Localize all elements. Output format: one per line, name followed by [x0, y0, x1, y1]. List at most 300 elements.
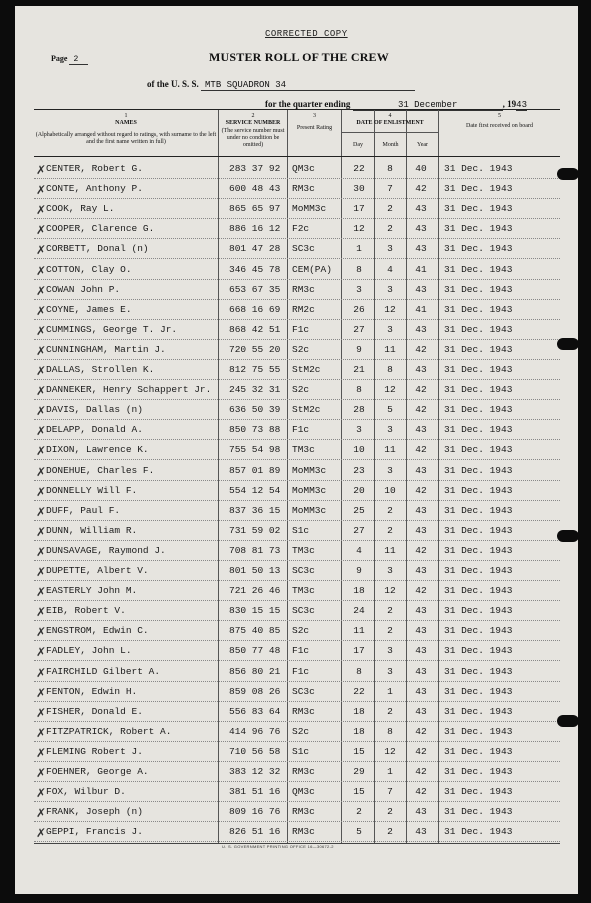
year-cell: 43: [415, 565, 427, 576]
service-number-cell: 850 73 88: [229, 424, 281, 436]
check-mark-icon: ✗: [36, 464, 47, 479]
received-cell: 31 Dec. 1943: [444, 806, 513, 818]
received-cell: 31 Dec. 1943: [444, 826, 513, 838]
page-label: [51, 54, 88, 64]
page-number: 2: [69, 55, 88, 65]
name-cell: CUNNINGHAM, Martin J.: [46, 343, 166, 355]
name-cell: DIXON, Lawrence K.: [46, 444, 149, 456]
received-cell: 31 Dec. 1943: [444, 223, 513, 235]
received-cell: 31 Dec. 1943: [444, 444, 513, 456]
table-row: [34, 399, 560, 420]
day-cell: 21: [353, 364, 365, 375]
ship-name: MTB SQUADRON 34: [201, 80, 415, 91]
check-mark-icon: ✗: [36, 484, 47, 499]
table-row: [34, 480, 560, 501]
year-cell: 43: [415, 364, 427, 375]
name-cell: COYNE, James E.: [46, 303, 132, 315]
received-cell: 31 Dec. 1943: [444, 424, 513, 436]
binder-hole: [557, 715, 579, 727]
year-cell: 43: [415, 826, 427, 838]
service-note: (The service number must under no condition be omitted): [221, 128, 285, 148]
service-number-cell: 859 08 26: [229, 685, 281, 697]
month-cell: 12: [384, 745, 396, 757]
rating-cell: SC3c: [292, 565, 315, 576]
received-cell: 31 Dec. 1943: [444, 665, 513, 677]
service-number-cell: 710 56 58: [229, 745, 281, 757]
service-number-cell: 856 80 21: [229, 665, 281, 677]
rating-cell: SC3c: [292, 685, 315, 697]
rating-cell: RM3c: [292, 766, 315, 777]
table-row: [34, 661, 560, 682]
check-mark-icon: ✗: [36, 183, 47, 198]
enlistment-subheader-line: [341, 132, 438, 133]
year-cell: 42: [415, 183, 427, 195]
year-value: 43: [516, 100, 527, 110]
day-cell: 3: [356, 283, 362, 295]
year-cell: 42: [415, 766, 427, 777]
received-heading: Date first received on board: [466, 123, 533, 129]
day-cell: 1: [356, 243, 362, 255]
month-header: Month: [382, 142, 399, 148]
month-cell: 11: [384, 544, 396, 556]
rating-cell: F1c: [292, 424, 310, 436]
received-cell: 31 Dec. 1943: [444, 343, 513, 355]
received-cell: 31 Dec. 1943: [444, 243, 513, 255]
day-cell: 5: [356, 826, 362, 838]
rating-cell: TM3c: [292, 444, 315, 456]
received-cell: 31 Dec. 1943: [444, 203, 513, 215]
received-cell: 31 Dec. 1943: [444, 605, 513, 617]
service-number-cell: 886 16 12: [229, 223, 281, 235]
check-mark-icon: ✗: [36, 565, 47, 579]
day-cell: 20: [353, 484, 365, 496]
table-row: [34, 600, 560, 621]
check-mark-icon: ✗: [36, 504, 47, 519]
service-number-cell: 721 26 46: [229, 585, 281, 597]
month-cell: 5: [387, 404, 393, 416]
table-row: [34, 781, 560, 802]
name-cell: CENTER, Robert G.: [46, 163, 143, 174]
service-number-cell: 636 50 39: [229, 404, 281, 416]
year-cell: 43: [415, 524, 427, 536]
quarter-value: 31 December: [353, 100, 503, 111]
received-cell: 31 Dec. 1943: [444, 163, 513, 174]
name-cell: FENTON, Edwin H.: [46, 685, 138, 697]
table-row: [34, 178, 560, 199]
month-cell: 11: [384, 444, 396, 456]
check-mark-icon: ✗: [36, 544, 47, 559]
month-cell: 8: [387, 725, 393, 737]
rating-cell: F1c: [292, 645, 310, 657]
name-cell: DANNEKER, Henry Schappert Jr.: [46, 384, 212, 396]
name-cell: DUNN, William R.: [46, 524, 138, 536]
received-cell: 31 Dec. 1943: [444, 745, 513, 757]
received-cell: 31 Dec. 1943: [444, 524, 513, 536]
month-cell: 3: [387, 645, 393, 657]
year-cell: 43: [415, 625, 427, 637]
binder-hole: [557, 338, 579, 350]
month-cell: 2: [387, 504, 393, 516]
name-cell: FITZPATRICK, Robert A.: [46, 725, 172, 737]
rating-cell: MoMM3c: [292, 203, 327, 215]
name-cell: CORBETT, Donal (n): [46, 243, 149, 255]
rating-cell: SC3c: [292, 605, 315, 617]
month-cell: 3: [387, 565, 393, 576]
name-cell: COOPER, Clarence G.: [46, 223, 155, 235]
name-cell: FRANK, Joseph (n): [46, 806, 143, 818]
table-row: [34, 339, 560, 360]
year-cell: 42: [415, 384, 427, 396]
table-row: [34, 580, 560, 601]
day-cell: 12: [353, 223, 365, 235]
day-cell: 8: [356, 665, 362, 677]
rating-cell: MoMM3c: [292, 504, 327, 516]
day-cell: 22: [353, 163, 365, 174]
day-cell: 22: [353, 685, 365, 697]
service-number-cell: 554 12 54: [229, 484, 281, 496]
col-number: 4: [388, 113, 392, 119]
name-cell: FOX, Wilbur D.: [46, 786, 126, 798]
name-cell: DAVIS, Dallas (n): [46, 404, 143, 416]
check-mark-icon: ✗: [36, 605, 47, 620]
name-cell: EIB, Robert V.: [46, 605, 126, 617]
day-cell: 3: [356, 424, 362, 436]
service-header: [219, 113, 287, 149]
received-cell: 31 Dec. 1943: [444, 484, 513, 496]
day-header: Day: [353, 142, 363, 148]
year-cell: 43: [415, 685, 427, 697]
day-cell: 27: [353, 323, 365, 335]
table-row: [34, 701, 560, 722]
rating-cell: CEM(PA): [292, 263, 332, 275]
check-mark-icon: ✗: [36, 243, 47, 258]
check-mark-icon: ✗: [36, 364, 47, 378]
rating-cell: S2c: [292, 725, 310, 737]
name-cell: DUPETTE, Albert V.: [46, 565, 149, 576]
month-cell: 1: [387, 766, 393, 777]
rating-cell: TM3c: [292, 544, 315, 556]
service-number-cell: 708 81 73: [229, 544, 281, 556]
name-cell: DUNSAVAGE, Raymond J.: [46, 544, 166, 556]
check-mark-icon: ✗: [36, 625, 47, 640]
service-number-cell: 653 67 35: [229, 283, 281, 295]
table-row: [34, 460, 560, 481]
check-mark-icon: ✗: [36, 786, 47, 801]
check-mark-icon: ✗: [36, 645, 47, 660]
name-cell: DALLAS, Strollen K.: [46, 364, 155, 375]
month-cell: 3: [387, 464, 393, 476]
received-cell: 31 Dec. 1943: [444, 303, 513, 315]
table-row: [34, 681, 560, 702]
year-cell: 43: [415, 605, 427, 617]
received-cell: 31 Dec. 1943: [444, 685, 513, 697]
day-cell: 26: [353, 303, 365, 315]
day-cell: 25: [353, 504, 365, 516]
service-number-cell: 414 96 76: [229, 725, 281, 737]
received-cell: 31 Dec. 1943: [444, 786, 513, 798]
table-row: [34, 741, 560, 762]
rating-heading: Present Rating: [296, 125, 333, 131]
day-cell: 17: [353, 203, 365, 215]
name-cell: FADLEY, John L.: [46, 645, 132, 657]
printing-office-footer: U. S. GOVERNMENT PRINTING OFFICE 16—30672-2: [222, 844, 334, 849]
year-header: Year: [416, 142, 429, 148]
enlistment-heading: DATE OF ENLISTMENT: [356, 120, 424, 126]
year-cell: 41: [415, 303, 427, 315]
month-cell: 4: [387, 263, 393, 275]
table-row: [34, 379, 560, 400]
name-cell: DELAPP, Donald A.: [46, 424, 143, 436]
received-cell: 31 Dec. 1943: [444, 364, 513, 375]
name-cell: GEPPI, Francis J.: [46, 826, 143, 838]
year-cell: 43: [415, 283, 427, 295]
received-cell: 31 Dec. 1943: [444, 766, 513, 777]
month-cell: 3: [387, 283, 393, 295]
check-mark-icon: ✗: [36, 665, 47, 680]
col-number: 3: [313, 113, 316, 119]
table-row: [34, 198, 560, 219]
year-cell: 43: [415, 645, 427, 657]
day-cell: 11: [353, 625, 365, 637]
check-mark-icon: ✗: [36, 766, 47, 780]
day-cell: 18: [353, 705, 365, 717]
year-cell: 43: [415, 705, 427, 717]
check-mark-icon: ✗: [36, 343, 47, 358]
rating-cell: RM3c: [292, 826, 315, 838]
table-row: [34, 821, 560, 842]
month-cell: 2: [387, 625, 393, 637]
year-cell: 42: [415, 725, 427, 737]
service-number-cell: 801 50 13: [229, 565, 281, 576]
ship-line: [147, 79, 415, 91]
rating-cell: S2c: [292, 343, 310, 355]
col-number: 1: [124, 113, 128, 119]
year-cell: 41: [415, 263, 427, 275]
quarter-label: for the quarter ending: [265, 99, 351, 109]
document-title: MUSTER ROLL OF THE CREW: [209, 50, 389, 64]
service-number-cell: 801 47 28: [229, 243, 281, 255]
rating-cell: S2c: [292, 625, 310, 637]
service-number-cell: 830 15 15: [229, 605, 281, 617]
received-cell: 31 Dec. 1943: [444, 565, 513, 576]
month-cell: 3: [387, 665, 393, 677]
rating-cell: S1c: [292, 745, 310, 757]
page-label-text: Page: [51, 54, 68, 63]
name-cell: CONTE, Anthony P.: [46, 183, 143, 195]
year-cell: 43: [415, 243, 427, 255]
month-cell: 2: [387, 203, 393, 215]
name-cell: ENGSTROM, Edwin C.: [46, 625, 149, 637]
check-mark-icon: ✗: [36, 745, 47, 760]
names-header: [34, 113, 218, 146]
year-cell: 43: [415, 323, 427, 335]
day-cell: 4: [356, 544, 362, 556]
received-cell: 31 Dec. 1943: [444, 323, 513, 335]
service-number-cell: 283 37 92: [229, 163, 281, 174]
day-cell: 27: [353, 524, 365, 536]
check-mark-icon: ✗: [36, 826, 47, 841]
received-cell: 31 Dec. 1943: [444, 263, 513, 275]
year-cell: 42: [415, 745, 427, 757]
table-row: [34, 158, 560, 179]
table-row: [34, 419, 560, 440]
rating-cell: StM2c: [292, 404, 321, 416]
check-mark-icon: ✗: [36, 806, 47, 821]
check-mark-icon: ✗: [36, 223, 47, 238]
rating-header: [288, 113, 341, 132]
received-cell: 31 Dec. 1943: [444, 384, 513, 396]
month-cell: 12: [384, 384, 396, 396]
year-cell: 42: [415, 786, 427, 798]
names-heading: NAMES: [115, 120, 137, 126]
enlistment-header: [342, 113, 438, 127]
table-row: [34, 439, 560, 460]
rating-cell: MoMM3c: [292, 464, 327, 476]
table-row: [34, 218, 560, 239]
day-cell: 29: [353, 766, 365, 777]
received-cell: 31 Dec. 1943: [444, 544, 513, 556]
rating-cell: RM3c: [292, 705, 315, 717]
day-cell: 18: [353, 585, 365, 597]
service-number-cell: 383 12 32: [229, 766, 281, 777]
check-mark-icon: ✗: [36, 685, 47, 700]
rating-cell: F1c: [292, 323, 310, 335]
table-row: [34, 721, 560, 742]
check-mark-icon: ✗: [36, 424, 47, 439]
received-cell: 31 Dec. 1943: [444, 183, 513, 195]
day-cell: 17: [353, 645, 365, 657]
check-mark-icon: ✗: [36, 203, 47, 218]
rating-cell: QM3c: [292, 786, 315, 798]
month-cell: 8: [387, 364, 393, 375]
day-cell: 10: [353, 444, 365, 456]
day-cell: 8: [356, 384, 362, 396]
table-row: [34, 259, 560, 280]
binder-hole: [557, 168, 579, 180]
service-number-cell: 850 77 48: [229, 645, 281, 657]
day-cell: 2: [356, 806, 362, 818]
month-cell: 11: [384, 343, 396, 355]
name-cell: FOEHNER, George A.: [46, 766, 149, 777]
name-cell: COOK, Ray L.: [46, 203, 115, 215]
year-cell: 43: [415, 223, 427, 235]
service-number-cell: 346 45 78: [229, 263, 281, 275]
table-row: [34, 801, 560, 822]
year-cell: 42: [415, 343, 427, 355]
rating-cell: F2c: [292, 223, 310, 235]
month-cell: 10: [384, 484, 396, 496]
service-number-cell: 857 01 89: [229, 464, 281, 476]
service-number-cell: 809 16 76: [229, 806, 281, 818]
year-cell: 43: [415, 806, 427, 818]
month-cell: 2: [387, 524, 393, 536]
service-number-cell: 556 83 64: [229, 705, 281, 717]
col-number: 5: [498, 113, 501, 119]
month-cell: 2: [387, 605, 393, 617]
name-cell: FLEMING Robert J.: [46, 745, 143, 757]
name-cell: DUFF, Paul F.: [46, 504, 121, 516]
check-mark-icon: ✗: [36, 283, 47, 298]
month-cell: 3: [387, 323, 393, 335]
service-number-cell: 720 55 20: [229, 343, 281, 355]
day-cell: 8: [356, 263, 362, 275]
day-cell: 9: [356, 343, 362, 355]
name-cell: EASTERLY John M.: [46, 585, 138, 597]
service-number-cell: 731 59 02: [229, 524, 281, 536]
name-cell: DONEHUE, Charles F.: [46, 464, 155, 476]
name-cell: DONNELLY Will F.: [46, 484, 138, 496]
service-number-cell: 875 40 85: [229, 625, 281, 637]
month-cell: 2: [387, 826, 393, 838]
rating-cell: MoMM3c: [292, 484, 327, 496]
name-cell: COTTON, Clay O.: [46, 263, 132, 275]
service-number-cell: 755 54 98: [229, 444, 281, 456]
day-cell: 18: [353, 725, 365, 737]
year-cell: 42: [415, 484, 427, 496]
check-mark-icon: ✗: [36, 404, 47, 419]
year-cell: 43: [415, 424, 427, 436]
received-cell: 31 Dec. 1943: [444, 283, 513, 295]
year-cell: 42: [415, 544, 427, 556]
rating-cell: SC3c: [292, 243, 315, 255]
table-row: [34, 520, 560, 541]
header-bottom-rule: [34, 156, 560, 157]
check-mark-icon: ✗: [36, 725, 47, 740]
received-cell: 31 Dec. 1943: [444, 504, 513, 516]
rating-cell: S1c: [292, 524, 310, 536]
name-cell: CUMMINGS, George T. Jr.: [46, 323, 178, 335]
check-mark-icon: ✗: [36, 524, 47, 539]
check-mark-icon: ✗: [36, 323, 47, 338]
received-cell: 31 Dec. 1943: [444, 645, 513, 657]
month-cell: 3: [387, 424, 393, 436]
day-cell: 24: [353, 605, 365, 617]
service-number-cell: 812 75 55: [229, 364, 281, 375]
service-number-cell: 837 36 15: [229, 504, 281, 516]
received-cell: 31 Dec. 1943: [444, 625, 513, 637]
table-row: [34, 560, 560, 581]
day-cell: 15: [353, 745, 365, 757]
month-cell: 12: [384, 585, 396, 597]
service-number-cell: 826 51 16: [229, 826, 281, 838]
service-number-cell: 600 48 43: [229, 183, 281, 195]
service-number-cell: 668 16 69: [229, 303, 281, 315]
day-cell: 28: [353, 404, 365, 416]
table-row: [34, 359, 560, 380]
year-cell: 43: [415, 203, 427, 215]
month-cell: 2: [387, 223, 393, 235]
month-cell: 2: [387, 806, 393, 818]
table-row: [34, 500, 560, 521]
received-header: [439, 113, 560, 130]
check-mark-icon: ✗: [36, 585, 47, 600]
rating-cell: F1c: [292, 665, 310, 677]
month-cell: 7: [387, 786, 393, 798]
received-cell: 31 Dec. 1943: [444, 464, 513, 476]
check-mark-icon: ✗: [36, 303, 47, 318]
check-mark-icon: ✗: [36, 384, 47, 399]
names-note: (Alphabetically arranged without regard to ratings, with surname to the left and the first name written in full): [35, 132, 217, 145]
received-cell: 31 Dec. 1943: [444, 705, 513, 717]
rating-cell: RM3c: [292, 806, 315, 818]
service-heading: SERVICE NUMBER: [225, 120, 281, 126]
year-prefix: , 19: [502, 99, 517, 109]
check-mark-icon: ✗: [36, 444, 47, 459]
month-cell: 12: [384, 303, 396, 315]
month-cell: 3: [387, 243, 393, 255]
table-row: [34, 238, 560, 259]
check-mark-icon: ✗: [36, 705, 47, 720]
